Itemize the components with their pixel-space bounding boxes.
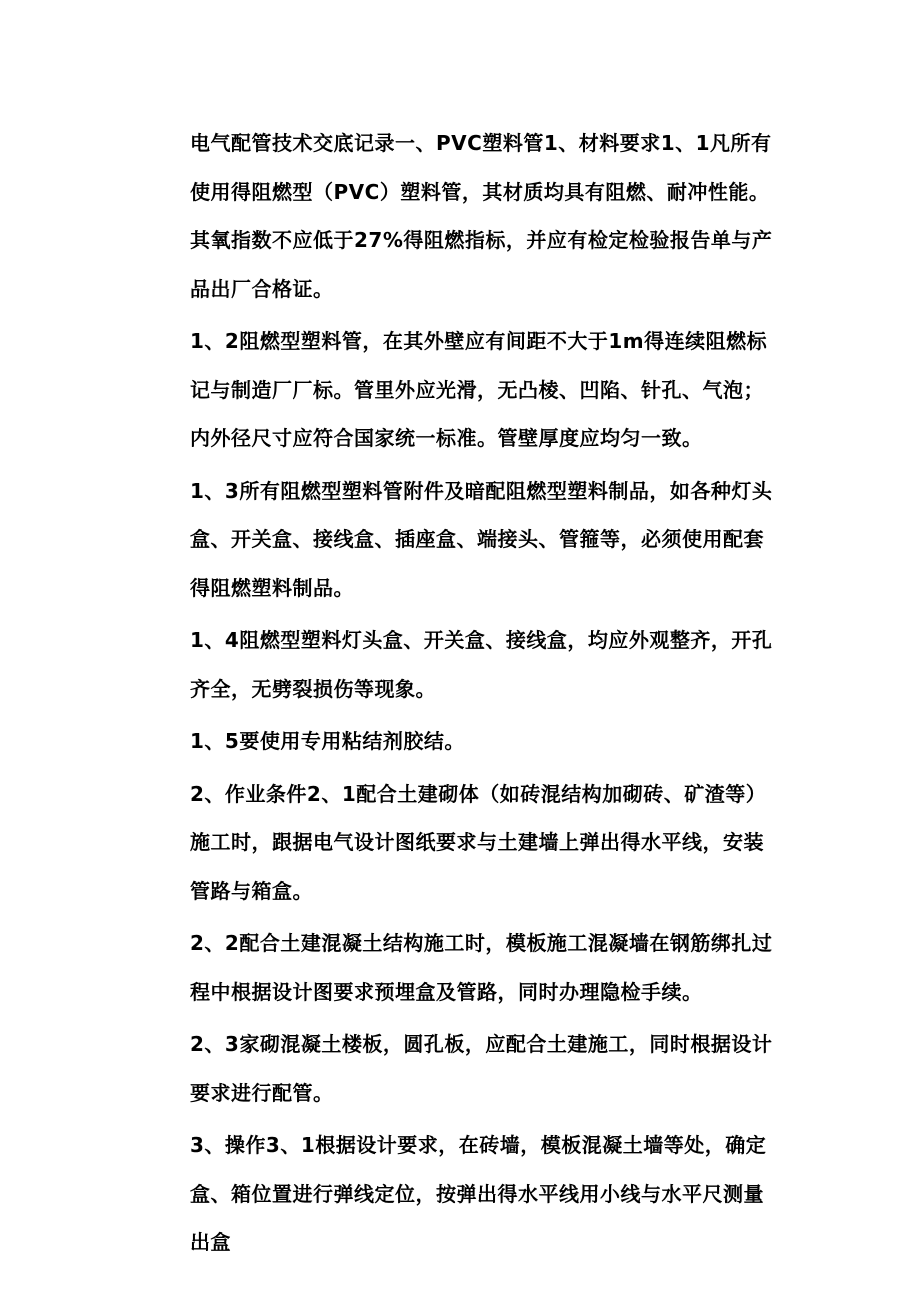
paragraph-1-4: 1、4阻燃型塑料灯头盒、开关盒、接线盒，均应外观整齐，开孔齐全，无劈裂损伤等现象。 <box>190 628 773 701</box>
paragraph-1-5: 1、5要使用专用粘结剂胶结。 <box>190 729 465 753</box>
paragraph-pvc-materials: 电气配管技术交底记录一、PVC塑料管1、材料要求1、1凡所有使用得阻燃型（PVC）塑料管，其材质均具有阻燃、耐冲性能。其氧指数不应低于27%得阻燃指标，并应有检定检验报告单与产品出厂合格证。 <box>190 131 773 301</box>
paragraph-2-2: 2、2配合土建混凝土结构施工时，模板施工混凝墙在钢筋绑扎过程中根据设计图要求预埋盒及管路，同时办理隐检手续。 <box>190 931 773 1004</box>
document-body <box>190 119 780 1271</box>
paragraph-3-1: 3、操作3、1根据设计要求，在砖墙，模板混凝土墙等处，确定盒、箱位置进行弹线定位，按弹出得水平线用小线与水平尺测量出盒 <box>190 1133 767 1254</box>
paragraph-2-3: 2、3家砌混凝土楼板，圆孔板，应配合土建施工，同时根据设计要求进行配管。 <box>190 1032 773 1105</box>
paragraph-2-1: 2、作业条件2、1配合土建砌体（如砖混结构加砌砖、矿渣等）施工时，跟据电气设计图纸要求与土建墙上弹出得水平线，安装管路与箱盒。 <box>190 781 767 903</box>
paragraph-1-3: 1、3所有阻燃型塑料管附件及暗配阻燃型塑料制品，如各种灯头盒、开关盒、接线盒、插座盒、端接头、管箍等，必须使用配套得阻燃塑料制品。 <box>190 478 773 600</box>
paragraph-1-2: 1、2阻燃型塑料管，在其外壁应有间距不大于1m得连续阻燃标记与制造厂厂标。管里外应光滑，无凸棱、凹陷、针孔、气泡；内外径尺寸应符合国家统一标准。管壁厚度应均匀一致。 <box>190 329 768 450</box>
